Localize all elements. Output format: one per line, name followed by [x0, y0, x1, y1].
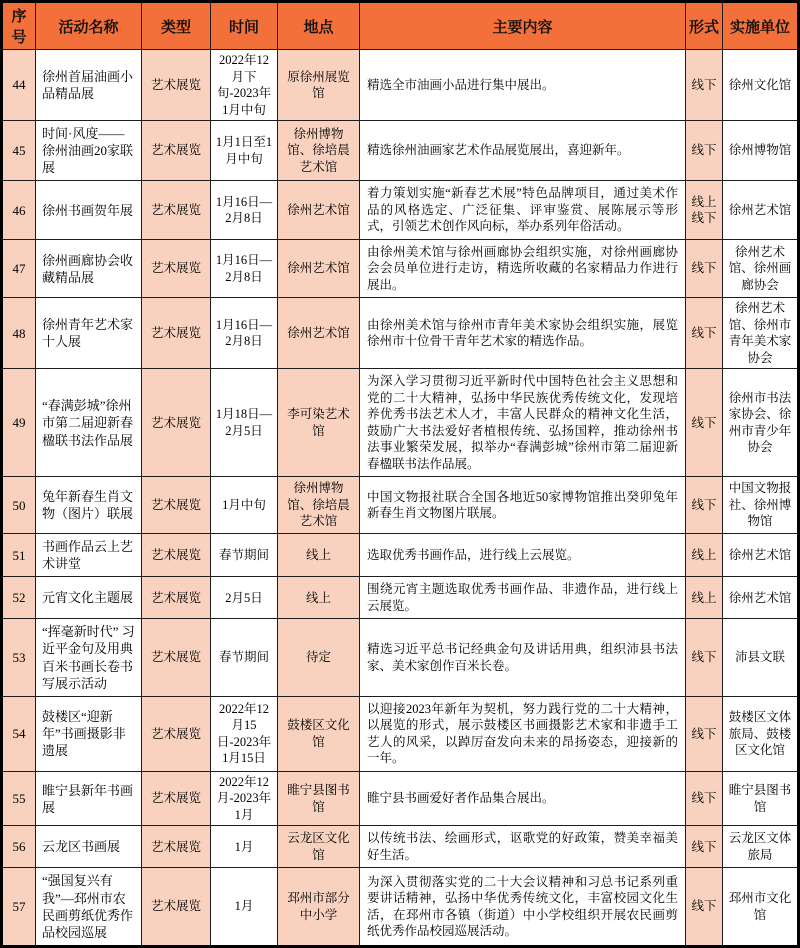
- table-row: [2, 50, 799, 121]
- cell-time: 1月16日—2月8日: [211, 239, 278, 298]
- cell-type: 艺术展览: [142, 619, 211, 697]
- cell-time: 2022年12月下旬-2023年1月中旬: [211, 50, 278, 121]
- cell-unit: 徐州艺术馆、徐州画廊协会: [723, 239, 799, 298]
- cell-type: 艺术展览: [142, 826, 211, 868]
- cell-unit: 沛县文联: [723, 619, 799, 697]
- cell-content: 由徐州美术馆与徐州市青年美术家协会组织实施，展览徐州市十位骨干青年艺术家的精选作品。: [360, 298, 686, 369]
- cell-name: 徐州首届油画小品精品展: [36, 50, 142, 121]
- cell-place: 鼓楼区文化馆: [278, 696, 360, 771]
- table-row: [2, 239, 799, 298]
- cell-content: 以迎接2023年新年为契机，努力践行党的二十大精神，以展览的形式，展示鼓楼区书画摄影艺术家和非遗手工艺人的风采，以踔厉奋发向未来的昂扬姿态，迎接新的一年。: [360, 696, 686, 771]
- cell-content: 为深入贯彻落实党的二十大会议精神和习总书记系列重要讲话精神，弘扬中华优秀传统文化，丰富校园文化生活，在邳州市各镇（街道）中小学校组织开展农民画剪纸优秀作品校园巡展活动。: [360, 868, 686, 947]
- cell-place: 徐州艺术馆: [278, 298, 360, 369]
- cell-time: 1月16日—2月8日: [211, 298, 278, 369]
- cell-name: 时间·风度——徐州油画20家联展: [36, 121, 142, 181]
- cell-form: 线下: [686, 298, 723, 369]
- table-row: [2, 696, 799, 771]
- cell-place: 邳州市部分中小学: [278, 868, 360, 947]
- cell-form: 线下: [686, 696, 723, 771]
- cell-time: 2月5日: [211, 577, 278, 619]
- cell-place: 原徐州展览馆: [278, 50, 360, 121]
- cell-time: 1月16日—2月8日: [211, 181, 278, 240]
- cell-seq: 54: [2, 696, 36, 771]
- cell-content: 以传统书法、绘画形式，讴歌党的好政策，赞美幸福美好生活。: [360, 826, 686, 868]
- cell-seq: 53: [2, 619, 36, 697]
- cell-name: 徐州画廊协会收藏精品展: [36, 239, 142, 298]
- table-row: [2, 298, 799, 369]
- cell-name: 徐州书画贺年展: [36, 181, 142, 240]
- cell-unit: 中国文物报社、徐州博物馆: [723, 477, 799, 534]
- cell-name: 书画作品云上艺术讲堂: [36, 533, 142, 576]
- cell-unit: 睢宁县图书馆: [723, 771, 799, 826]
- cell-unit: 徐州市书法家协会、徐州市青少年协会: [723, 369, 799, 477]
- header-row: [2, 2, 799, 50]
- column-header-form: 形式: [686, 2, 723, 50]
- cell-name: 睢宁县新年书画展: [36, 771, 142, 826]
- cell-unit: 云龙区文体旅局: [723, 826, 799, 868]
- cell-unit: 徐州文化馆: [723, 50, 799, 121]
- cell-type: 艺术展览: [142, 577, 211, 619]
- cell-place: 徐州博物馆、徐培晨艺术馆: [278, 121, 360, 181]
- cell-type: 艺术展览: [142, 771, 211, 826]
- cell-name: 兔年新春生肖文物（图片）联展: [36, 477, 142, 534]
- column-header-type: 类型: [142, 2, 211, 50]
- cell-time: 2022年12月-2023年1月: [211, 771, 278, 826]
- cell-unit: 邳州市文化馆: [723, 868, 799, 947]
- cell-name: “挥毫新时代” 习近平金句及用典 百米书画长卷书写展示活动: [36, 619, 142, 697]
- cell-time: 春节期间: [211, 533, 278, 576]
- cell-form: 线下: [686, 239, 723, 298]
- cell-seq: 46: [2, 181, 36, 240]
- table-row: [2, 121, 799, 181]
- cell-place: 李可染艺术馆: [278, 369, 360, 477]
- cell-content: 为深入学习贯彻习近平新时代中国特色社会主义思想和党的二十大精神，弘扬中华民族优秀传统文化，发现培养优秀书法艺术人才，丰富人民群众的精神文化生活，鼓励广大书法爱好者植根传统、弘扬国粹，推动徐州书法事业繁荣发展，拟举办“春满彭城”徐州市第二届迎新春楹联书法作品展。: [360, 369, 686, 477]
- column-header-unit: 实施单位: [723, 2, 799, 50]
- cell-seq: 48: [2, 298, 36, 369]
- cell-content: 精选徐州油画家艺术作品展览展出，喜迎新年。: [360, 121, 686, 181]
- table-row: [2, 868, 799, 947]
- table-row: [2, 533, 799, 576]
- cell-time: 1月: [211, 868, 278, 947]
- cell-seq: 56: [2, 826, 36, 868]
- column-header-seq: 序号: [2, 2, 36, 50]
- cell-place: 徐州艺术馆: [278, 181, 360, 240]
- cell-form: 线下: [686, 50, 723, 121]
- cell-seq: 57: [2, 868, 36, 947]
- column-header-name: 活动名称: [36, 2, 142, 50]
- cell-seq: 52: [2, 577, 36, 619]
- cell-form: 线下: [686, 477, 723, 534]
- cell-form: 线下: [686, 121, 723, 181]
- table-row: [2, 369, 799, 477]
- cell-place: 睢宁县图书馆: [278, 771, 360, 826]
- cell-type: 艺术展览: [142, 533, 211, 576]
- table-row: [2, 619, 799, 697]
- cell-time: 2022年12月15日-2023年1月15日: [211, 696, 278, 771]
- table-header: [2, 2, 799, 50]
- cell-unit: 徐州艺术馆、徐州市青年美术家协会: [723, 298, 799, 369]
- cell-content: 精选习近平总书记经典金句及讲话用典，组织沛县书法家、美术家创作百米长卷。: [360, 619, 686, 697]
- cell-name: “强国复兴有我”—邳州市农民画剪纸优秀作品校园巡展: [36, 868, 142, 947]
- cell-type: 艺术展览: [142, 696, 211, 771]
- cell-form: 线下: [686, 369, 723, 477]
- cell-name: “春满彭城”徐州市第二届迎新春楹联书法作品展: [36, 369, 142, 477]
- cell-unit: 鼓楼区文体旅局、鼓楼区文化馆: [723, 696, 799, 771]
- cell-type: 艺术展览: [142, 298, 211, 369]
- cell-form: 线上: [686, 533, 723, 576]
- cell-name: 鼓楼区“迎新年”书画摄影非遗展: [36, 696, 142, 771]
- cell-unit: 徐州艺术馆: [723, 181, 799, 240]
- table-row: [2, 826, 799, 868]
- cell-unit: 徐州艺术馆: [723, 533, 799, 576]
- cell-seq: 45: [2, 121, 36, 181]
- cell-content: 睢宁县书画爱好者作品集合展出。: [360, 771, 686, 826]
- cell-unit: 徐州艺术馆: [723, 577, 799, 619]
- cell-type: 艺术展览: [142, 868, 211, 947]
- cell-time: 1月18日—2月5日: [211, 369, 278, 477]
- cell-content: 围绕元宵主题选取优秀书画作品、非遗作品，进行线上云展览。: [360, 577, 686, 619]
- cell-place: 云龙区文化馆: [278, 826, 360, 868]
- cell-content: 由徐州美术馆与徐州画廊协会组织实施，对徐州画廊协会会员单位进行走访，精选所收藏的名家精品力作进行展出。: [360, 239, 686, 298]
- cell-place: 待定: [278, 619, 360, 697]
- column-header-place: 地点: [278, 2, 360, 50]
- cell-type: 艺术展览: [142, 477, 211, 534]
- table-body: [2, 50, 799, 947]
- table-row: [2, 181, 799, 240]
- cell-form: 线下: [686, 868, 723, 947]
- cell-type: 艺术展览: [142, 239, 211, 298]
- cell-time: 1月中旬: [211, 477, 278, 534]
- table-row: [2, 477, 799, 534]
- cell-place: 徐州博物馆、徐培晨艺术馆: [278, 477, 360, 534]
- cell-place: 线上: [278, 533, 360, 576]
- cell-form: 线上: [686, 577, 723, 619]
- cell-time: 1月: [211, 826, 278, 868]
- cell-time: 春节期间: [211, 619, 278, 697]
- cell-seq: 55: [2, 771, 36, 826]
- cell-seq: 44: [2, 50, 36, 121]
- cell-seq: 51: [2, 533, 36, 576]
- cell-content: 精选全市油画小品进行集中展出。: [360, 50, 686, 121]
- cell-place: 线上: [278, 577, 360, 619]
- cell-type: 艺术展览: [142, 121, 211, 181]
- cell-unit: 徐州博物馆: [723, 121, 799, 181]
- cell-content: 选取优秀书画作品，进行线上云展览。: [360, 533, 686, 576]
- cell-name: 徐州青年艺术家十人展: [36, 298, 142, 369]
- cell-form: 线下: [686, 826, 723, 868]
- cell-form: 线下: [686, 771, 723, 826]
- cell-form: 线上线下: [686, 181, 723, 240]
- column-header-time: 时间: [211, 2, 278, 50]
- cell-type: 艺术展览: [142, 50, 211, 121]
- cell-seq: 47: [2, 239, 36, 298]
- cell-content: 着力策划实施“新春艺术展”特色品牌项目，通过美术作品的风格选定、广泛征集、评审鉴赏、展陈展示等形式，引领艺术创作风向标，举办系列年俗活动。: [360, 181, 686, 240]
- cell-name: 云龙区书画展: [36, 826, 142, 868]
- table-row: [2, 771, 799, 826]
- cell-time: 1月1日至1月中旬: [211, 121, 278, 181]
- cell-form: 线下: [686, 619, 723, 697]
- cell-type: 艺术展览: [142, 181, 211, 240]
- cell-type: 艺术展览: [142, 369, 211, 477]
- cell-seq: 50: [2, 477, 36, 534]
- cell-name: 元宵文化主题展: [36, 577, 142, 619]
- cell-place: 徐州艺术馆: [278, 239, 360, 298]
- cell-content: 中国文物报社联合全国各地近50家博物馆推出癸卯兔年新春生肖文物图片联展。: [360, 477, 686, 534]
- cell-seq: 49: [2, 369, 36, 477]
- column-header-content: 主要内容: [360, 2, 686, 50]
- table-row: [2, 577, 799, 619]
